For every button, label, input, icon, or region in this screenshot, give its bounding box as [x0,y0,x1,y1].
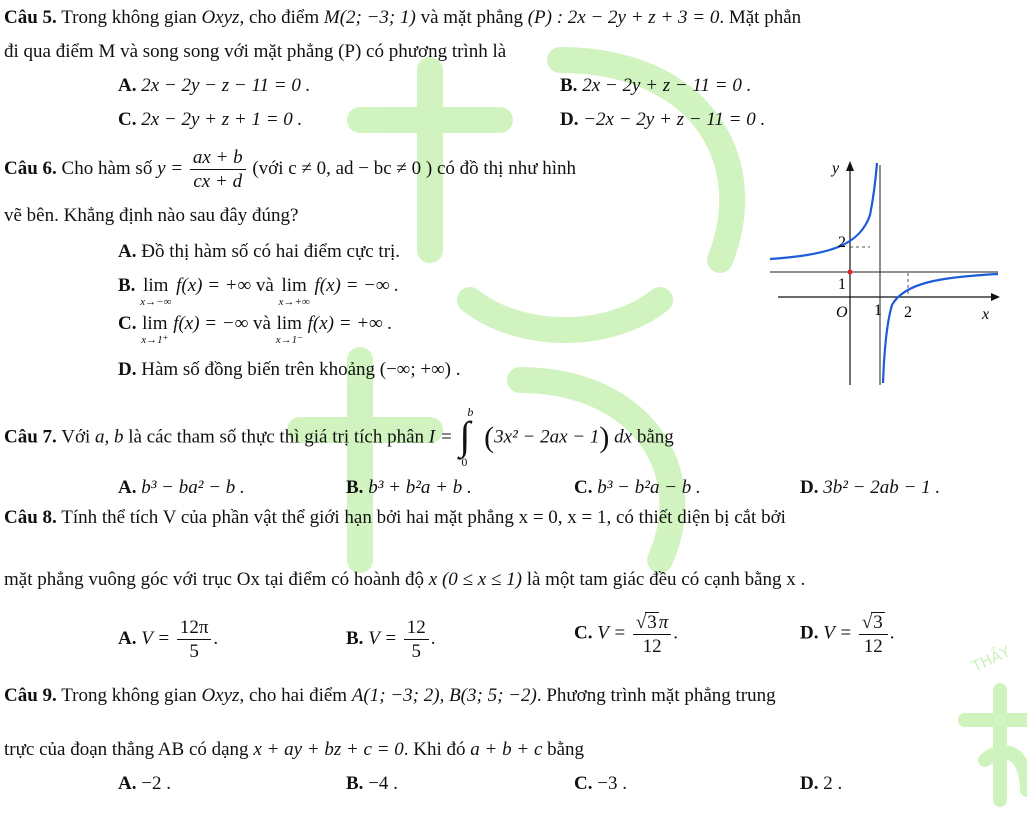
option-key: B. [346,477,364,498]
q7-option-c[interactable] [574,478,701,497]
option-key: B. [560,75,578,96]
q8-text2: mặt phẳng vuông góc với trục Ox tại điểm có hoành độ [4,569,425,590]
y-axis-arrow [846,161,854,171]
question-6-line1 [4,148,576,191]
option-value: Đồ thị hàm số có hai điểm cực trị. [141,241,401,262]
tick-x2: 2 [904,304,912,321]
q5-plane: (P) : 2x − 2y + z + 3 = 0 [527,7,720,28]
option-key: A. [118,773,137,794]
question-5-line1 [4,8,801,27]
q5-text2: , cho điểm [239,7,320,28]
option-value: b³ + b²a + b . [368,477,472,498]
option-value: −4 . [368,773,398,794]
integral-upper: b [467,405,474,419]
numerator: √3 π [633,612,671,635]
x-axis-arrow [991,293,1000,301]
denominator: 5 [189,641,199,662]
q5-option-b[interactable] [560,76,751,95]
option-lhs: V = [597,622,627,644]
lim-word: lim [143,275,169,296]
option-key: B. [118,275,136,296]
option-value: f(x) = +∞ . [307,313,393,334]
q6-fraction [190,148,246,191]
limit [279,276,310,308]
q5-text: Trong không gian [61,7,197,28]
option-fraction [177,618,212,661]
q9-text3: . Phương trình mặt phẳng trung [536,685,776,706]
q9-points: A(1; −3; 2), B(3; 5; −2) [351,685,537,706]
q9-text2: , cho hai điểm [239,685,348,706]
q5-option-d[interactable] [560,110,765,129]
option-fraction [859,612,888,656]
limit [141,314,168,346]
option-value: Hàm số đồng biến trên khoảng (−∞; +∞) . [141,359,461,380]
and-word: và [253,313,271,334]
limit [276,314,303,346]
lim-sub: x→−∞ [140,296,172,308]
option-value: f(x) = +∞ [176,275,252,296]
tick-y2: 2 [838,234,846,251]
question-9-line1 [4,686,776,705]
q7-option-a[interactable] [118,478,245,497]
q5-text4: . Mặt phẳn [719,7,802,28]
pi: π [658,612,669,633]
q8-text3: là một tam giác đều có cạnh bằng x . [526,569,806,590]
option-key: C. [118,313,137,334]
option-key: A. [118,75,137,96]
option-value: 2x − 2y + z − 11 = 0 . [582,75,752,96]
lim-word: lim [281,275,307,296]
y-label: y [832,160,840,177]
question-7-label: Câu 7. [4,426,57,448]
q6-condition: (với c ≠ 0, ad − bc ≠ 0 ) có đồ thị như hình [252,157,577,179]
q5-oxyz: Oxyz [201,7,240,28]
lim-word: lim [142,313,168,334]
option-key: A. [118,241,137,262]
q5-option-a[interactable] [118,76,310,95]
q5-option-c[interactable] [118,110,302,129]
q9-option-a[interactable] [118,774,171,793]
question-5-label: Câu 5. [4,7,57,28]
x-label: x [982,306,990,323]
q8-range: x (0 ≤ x ≤ 1) [428,569,522,590]
q6-text: Cho hàm số [61,157,153,179]
integral-lower: 0 [461,455,468,469]
option-value: 2 . [823,773,843,794]
q9-equation: x + ay + bz + c = 0 [253,739,404,760]
option-value: 2x − 2y + z + 1 = 0 . [141,109,303,130]
q7-option-d[interactable] [800,478,940,497]
numerator: 12π [177,618,212,640]
option-value: −2x − 2y + z − 11 = 0 . [583,109,766,130]
option-value: 3b² − 2ab − 1 . [823,477,941,498]
q7-ab: a, b [95,426,124,448]
q9-text6: bằng [547,739,585,760]
option-key: C. [574,622,593,644]
option-key: A. [118,477,137,498]
q8-option-d[interactable]: D. V = $\frac{√3}{12}$ . [800,612,895,657]
lim-sub: x→+∞ [278,296,310,308]
option-value: −2 . [141,773,171,794]
limit [140,276,171,308]
tick-x1: 1 [874,302,882,319]
option-key: D. [118,359,137,380]
option-key: D. [800,477,819,498]
question-5-line2: đi qua điểm M và song song với mặt phẳng (P) có phương trình là [4,41,507,62]
option-key: D. [800,622,819,644]
q6-option-c[interactable] [118,314,392,346]
option-value: b³ − ba² − b . [141,477,245,498]
q9-text: Trong không gian [61,685,197,706]
lim-word: lim [276,313,302,334]
option-key: C. [574,773,593,794]
denominator: 12 [642,636,662,657]
q6-denominator: cx + d [193,171,243,192]
q9-text4: trực của đoạn thẳng AB có dạng [4,739,249,760]
lim-sub: x→1⁺ [141,334,169,346]
q7-dx: dx [614,426,633,448]
q8-option-a[interactable]: A. V = $\frac{12\pi}{5}$ . [118,617,219,662]
q9-sum: a + b + c [470,739,543,760]
numerator: 12 [404,618,429,640]
q7-option-b[interactable] [346,478,472,497]
q9-option-c[interactable] [574,774,627,793]
denominator: 12 [863,636,883,657]
q9-text5: . Khi đó [403,739,466,760]
option-key: D. [560,109,579,130]
option-key: C. [118,109,137,130]
question-7-line1: Câu 7. Với a, b là các tham số thực thì giá trị tích phân I = ∫ b 0 (3x² − 2ax − 1) dx bằng [4,405,674,469]
option-value: b³ − b²a − b . [597,477,701,498]
option-key: C. [574,477,593,498]
intercept-point [848,270,853,275]
q6-yeq: y = [157,157,184,179]
option-value: f(x) = −∞ . [314,275,400,296]
q9-option-b[interactable] [346,774,398,793]
denominator: 5 [411,641,422,662]
question-8-label: Câu 8. [4,507,57,528]
q8-option-b[interactable]: B. V = $\frac{12}{5}$ . [346,617,436,662]
option-lhs: V = [823,622,853,644]
q7-text: Với [61,426,91,448]
question-6-label: Câu 6. [4,157,57,179]
q8-option-c[interactable]: C. V = $\frac{√3 \pi}{12}$ . [574,612,679,657]
integral-sign: ∫ b 0 [459,405,474,469]
q9-oxyz: Oxyz [201,685,240,706]
question-8-line2 [4,570,805,589]
option-key: B. [346,773,364,794]
option-lhs: V = [141,627,171,649]
svg-text:THẦY: THẦY [969,642,1013,676]
q9-option-d[interactable] [800,774,842,793]
option-value: f(x) = −∞ [173,313,249,334]
q6-option-a[interactable] [118,242,400,261]
option-key: A. [118,627,137,649]
q6-option-b[interactable] [118,276,399,308]
function-graph [770,155,1010,390]
option-key: D. [800,773,819,794]
q8-text: Tính thể tích V của phần vật thể giới hạn bởi hai mặt phẳng x = 0, x = 1, có thiết diện bị cắt bởi [61,507,786,528]
option-key: B. [346,627,364,649]
q7-text2: là các tham số thực thì giá trị tích phân [128,426,425,448]
lim-sub: x→1⁻ [275,334,303,346]
radicand: 3 [647,612,657,633]
option-value: 2x − 2y − z − 11 = 0 . [141,75,311,96]
question-9-label: Câu 9. [4,685,57,706]
question-9-line2 [4,740,584,759]
numerator: √3 [859,612,888,635]
curve-left-branch [770,163,877,259]
question-8-line1 [4,508,786,527]
q7-I: I = [428,426,453,448]
radicand: 3 [873,612,883,633]
q7-text3: bằng [636,426,674,448]
question-6-line2: vẽ bên. Khẳng định nào sau đây đúng? [4,205,299,226]
q5-point: M(2; −3; 1) [323,7,416,28]
q6-numerator: ax + b [190,148,246,170]
option-lhs: V = [368,627,398,649]
option-value: −3 . [597,773,627,794]
q7-integrand: 3x² − 2ax − 1 [494,426,600,448]
tick-y1: 1 [838,276,846,293]
and-word: và [255,275,274,296]
q6-option-d[interactable] [118,360,460,379]
curve-right-branch [883,274,998,383]
origin-label: O [836,304,848,321]
option-fraction [633,612,671,656]
q5-text3: và mặt phẳng [420,7,523,28]
option-fraction [404,618,429,661]
